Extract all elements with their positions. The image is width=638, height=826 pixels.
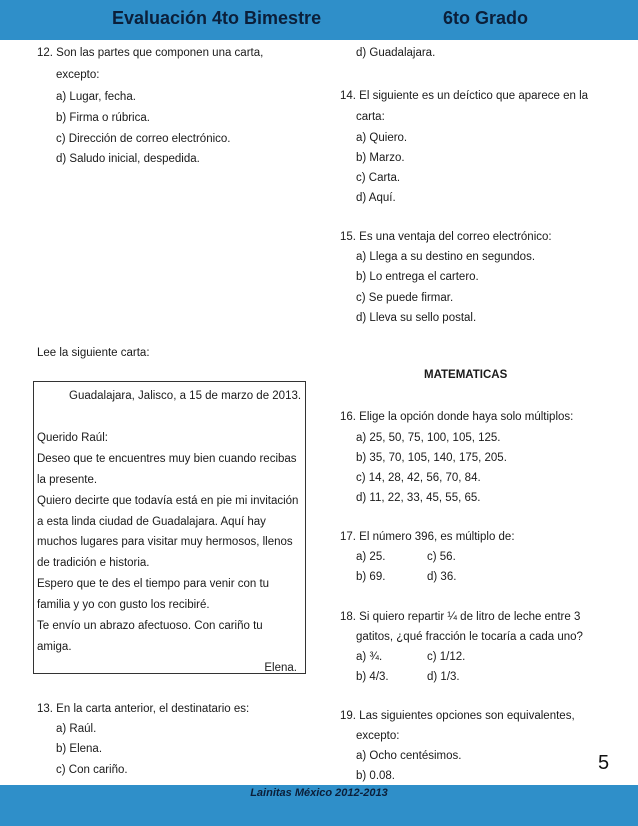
q12-stem-cont: excepto: bbox=[56, 69, 100, 81]
q19-stem-cont: excepto: bbox=[356, 730, 400, 742]
letter-line: Espero que te des el tiempo para venir con tu bbox=[37, 578, 270, 590]
q16-option-b: b) 35, 70, 105, 140, 175, 205. bbox=[356, 452, 507, 464]
q16-option-a: a) 25, 50, 75, 100, 105, 125. bbox=[356, 432, 501, 444]
q19-stem: 19. Las siguientes opciones son equivalentes, bbox=[340, 710, 575, 722]
letter-line: muchos lugares para visitar muy hermosos, llenos bbox=[37, 536, 293, 548]
letter-line: a esta linda ciudad de Guadalajara. Aquí hay bbox=[37, 516, 266, 528]
letter-line: Deseo que te encuentres muy bien cuando recibas bbox=[37, 453, 297, 465]
q19-option-b: b) 0.08. bbox=[356, 770, 395, 782]
q19-option-a: a) Ocho centésimos. bbox=[356, 750, 462, 762]
q18-stem-cont: gatitos, ¿qué fracción le tocaría a cada uno? bbox=[356, 631, 583, 643]
letter-signature: Elena. bbox=[264, 662, 297, 674]
q13-option-b: b) Elena. bbox=[56, 743, 103, 755]
letter-greeting: Querido Raúl: bbox=[37, 432, 108, 444]
q18-option-b: b) 4/3. bbox=[356, 671, 389, 683]
q12-option-c: c) Dirección de correo electrónico. bbox=[56, 133, 231, 145]
q16-stem: 16. Elige la opción donde haya solo múltiplos: bbox=[340, 411, 574, 423]
footer-bar bbox=[0, 785, 638, 826]
exam-title: Evaluación 4to Bimestre bbox=[112, 8, 322, 28]
q15-option-d: d) Lleva su sello postal. bbox=[356, 312, 477, 324]
q18-option-c: c) 1/12. bbox=[427, 651, 466, 663]
section-heading-math: MATEMATICAS bbox=[424, 369, 508, 381]
q12-option-b: b) Firma o rúbrica. bbox=[56, 112, 150, 124]
q17-option-b: b) 69. bbox=[356, 571, 386, 583]
page-number: 5 bbox=[598, 752, 610, 774]
q14-option-c: c) Carta. bbox=[356, 172, 401, 184]
letter-line: familia y yo con gusto los recibiré. bbox=[37, 599, 210, 611]
footer-text: Lainitas México 2012-2013 bbox=[250, 787, 388, 799]
q17-option-c: c) 56. bbox=[427, 551, 456, 563]
q17-stem: 17. El número 396, es múltiplo de: bbox=[340, 531, 515, 543]
read-letter-instruction: Lee la siguiente carta: bbox=[37, 347, 150, 359]
letter-line: la presente. bbox=[37, 474, 98, 486]
letter-line: amiga. bbox=[37, 641, 72, 653]
letter-line: Te envío un abrazo afectuoso. Con cariño tu bbox=[37, 620, 263, 632]
q16-option-d: d) 11, 22, 33, 45, 55, 65. bbox=[356, 492, 481, 504]
q18-option-d: d) 1/3. bbox=[427, 671, 460, 683]
q18-option-a: a) ¾. bbox=[356, 651, 383, 663]
q15-option-a: a) Llega a su destino en segundos. bbox=[356, 251, 536, 263]
q14-stem: 14. El siguiente es un deíctico que aparece en la bbox=[340, 90, 589, 102]
q15-option-b: b) Lo entrega el cartero. bbox=[356, 271, 479, 283]
q14-stem-cont: carta: bbox=[356, 111, 385, 123]
letter-box bbox=[33, 381, 306, 674]
q15-stem: 15. Es una ventaja del correo electrónico: bbox=[340, 231, 552, 243]
letter-line: de tradición e historia. bbox=[37, 557, 150, 569]
q16-option-c: c) 14, 28, 42, 56, 70, 84. bbox=[356, 472, 481, 484]
q17-option-d: d) 36. bbox=[427, 571, 457, 583]
q17-option-a: a) 25. bbox=[356, 551, 386, 563]
q14-option-d: d) Aquí. bbox=[356, 192, 396, 204]
q12-option-a: a) Lugar, fecha. bbox=[56, 91, 136, 103]
q13-option-d: d) Guadalajara. bbox=[356, 47, 436, 59]
q18-stem: 18. Si quiero repartir ¼ de litro de leche entre 3 bbox=[340, 611, 581, 623]
q14-option-b: b) Marzo. bbox=[356, 152, 405, 164]
header-bar bbox=[0, 0, 638, 40]
q15-option-c: c) Se puede firmar. bbox=[356, 292, 454, 304]
q13-option-c: c) Con cariño. bbox=[56, 764, 128, 776]
grade-title: 6to Grado bbox=[443, 8, 529, 28]
letter-line: Quiero decirte que todavía está en pie mi invitación bbox=[37, 495, 299, 507]
letter-place-date: Guadalajara, Jalisco, a 15 de marzo de 2013. bbox=[69, 390, 302, 402]
q12-option-d: d) Saludo inicial, despedida. bbox=[56, 153, 200, 165]
q13-option-a: a) Raúl. bbox=[56, 723, 97, 735]
q14-option-a: a) Quiero. bbox=[356, 132, 408, 144]
q12-stem: 12. Son las partes que componen una carta, bbox=[37, 47, 264, 59]
q13-stem: 13. En la carta anterior, el destinatario es: bbox=[37, 703, 250, 715]
